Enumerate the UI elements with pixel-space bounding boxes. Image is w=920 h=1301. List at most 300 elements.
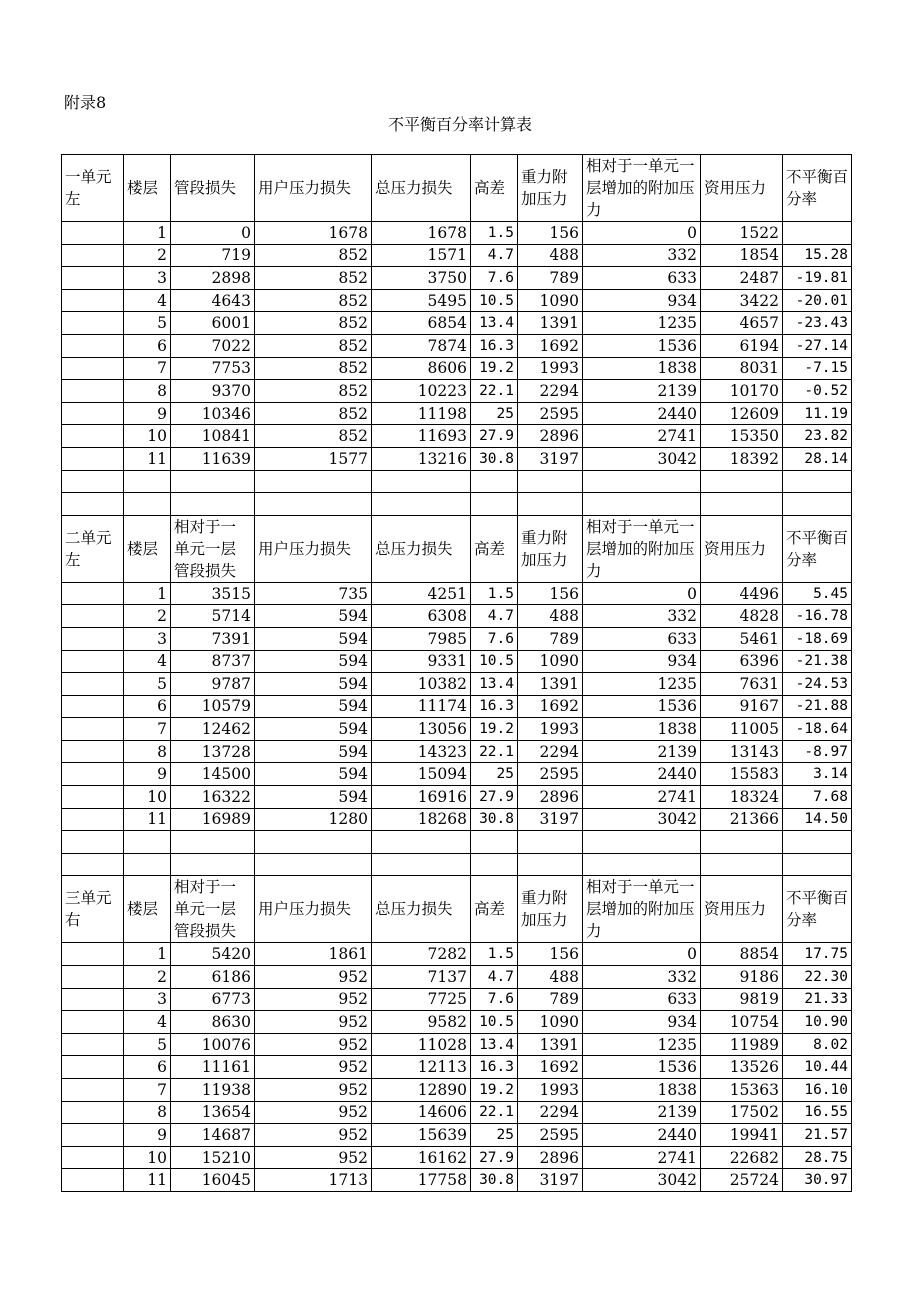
table-cell: 9370 (171, 380, 255, 403)
table-cell: 25 (471, 763, 518, 786)
table-cell: 10.5 (471, 1011, 518, 1034)
table-cell: 10.44 (783, 1056, 852, 1079)
table-cell: 5.45 (783, 582, 852, 605)
empty-cell (518, 831, 583, 854)
empty-cell (471, 831, 518, 854)
table-cell: 1838 (583, 1079, 701, 1102)
table-cell: 2741 (583, 425, 701, 448)
table-cell: 7985 (372, 627, 471, 650)
imbalance-table (61, 154, 852, 1192)
table-cell: -27.14 (783, 334, 852, 357)
table-cell: 21.33 (783, 988, 852, 1011)
table-cell: 14500 (171, 763, 255, 786)
table-cell: 4496 (701, 582, 783, 605)
header-cell: 楼层 (124, 155, 171, 222)
empty-cell (62, 470, 124, 493)
table-cell: 952 (255, 1079, 372, 1102)
table-row (62, 267, 852, 290)
table-cell: 4 (124, 1011, 171, 1034)
table-cell: 19941 (701, 1124, 783, 1147)
table-cell: 2896 (518, 425, 583, 448)
table-cell: 2595 (518, 1124, 583, 1147)
header-cell: 三单元右 (62, 876, 124, 943)
table-cell: 934 (583, 1011, 701, 1034)
table-cell: 7.6 (471, 267, 518, 290)
header-cell: 楼层 (124, 515, 171, 582)
header-cell: 相对于一单元一层增加的附加压力 (583, 515, 701, 582)
table-cell (62, 673, 124, 696)
table-row (62, 763, 852, 786)
table-cell (62, 1079, 124, 1102)
table-cell: 852 (255, 380, 372, 403)
empty-cell (518, 853, 583, 876)
table-cell: 1090 (518, 650, 583, 673)
table-cell: 0 (583, 943, 701, 966)
table-cell: 1391 (518, 312, 583, 335)
table-cell: 952 (255, 966, 372, 989)
empty-cell (62, 493, 124, 516)
table-cell: 9787 (171, 673, 255, 696)
table-row (62, 425, 852, 448)
table-cell: 11639 (171, 447, 255, 470)
table-cell: -23.43 (783, 312, 852, 335)
empty-cell (783, 470, 852, 493)
table-cell: 1993 (518, 1079, 583, 1102)
table-cell: 852 (255, 425, 372, 448)
table-cell: 10.90 (783, 1011, 852, 1034)
empty-cell (701, 470, 783, 493)
table-cell: 1.5 (471, 222, 518, 245)
table-cell: 633 (583, 988, 701, 1011)
table-cell: 1577 (255, 447, 372, 470)
table-cell: 3750 (372, 267, 471, 290)
table-cell: 3 (124, 988, 171, 1011)
table-cell: 594 (255, 763, 372, 786)
table-cell: 8630 (171, 1011, 255, 1034)
table-cell: 11.19 (783, 402, 852, 425)
table-cell: 13728 (171, 740, 255, 763)
table-cell: 633 (583, 267, 701, 290)
table-cell: 18324 (701, 786, 783, 809)
header-cell: 重力附加压力 (518, 155, 583, 222)
table-cell (62, 650, 124, 673)
table-cell: 2 (124, 966, 171, 989)
table-cell: 1678 (255, 222, 372, 245)
empty-cell (255, 470, 372, 493)
table-cell: 852 (255, 289, 372, 312)
table-cell: 10 (124, 786, 171, 809)
table-cell: 30.8 (471, 808, 518, 831)
table-cell: 7.68 (783, 786, 852, 809)
table-row (62, 380, 852, 403)
table-cell: 9331 (372, 650, 471, 673)
table-cell: 21.57 (783, 1124, 852, 1147)
table-cell: 16.55 (783, 1101, 852, 1124)
empty-cell (255, 853, 372, 876)
table-cell: 952 (255, 1146, 372, 1169)
table-cell: 13216 (372, 447, 471, 470)
section-header-row (62, 876, 852, 943)
table-row (62, 988, 852, 1011)
table-cell: 22682 (701, 1146, 783, 1169)
table-cell: 789 (518, 627, 583, 650)
table-cell: 852 (255, 312, 372, 335)
table-cell: 10.5 (471, 650, 518, 673)
table-row (62, 582, 852, 605)
table-cell: 6308 (372, 605, 471, 628)
table-cell: 11005 (701, 718, 783, 741)
table-cell: 15.28 (783, 244, 852, 267)
table-cell: 156 (518, 222, 583, 245)
table-cell: 22.1 (471, 380, 518, 403)
table-cell (62, 582, 124, 605)
table-cell: 2595 (518, 763, 583, 786)
table-cell (62, 1101, 124, 1124)
table-cell: 7137 (372, 966, 471, 989)
table-row (62, 1056, 852, 1079)
table-cell: 17758 (372, 1169, 471, 1192)
table-cell: 7282 (372, 943, 471, 966)
table-cell: 12462 (171, 718, 255, 741)
table-cell: 1838 (583, 718, 701, 741)
table-cell: 1678 (372, 222, 471, 245)
table-cell (62, 312, 124, 335)
table-cell: 1571 (372, 244, 471, 267)
table-cell: 3422 (701, 289, 783, 312)
table-cell: 852 (255, 244, 372, 267)
table-cell: 934 (583, 289, 701, 312)
table-cell (62, 334, 124, 357)
table-cell: 6396 (701, 650, 783, 673)
blank-row (62, 831, 852, 854)
empty-cell (701, 853, 783, 876)
empty-cell (124, 470, 171, 493)
table-cell: 5461 (701, 627, 783, 650)
empty-cell (471, 493, 518, 516)
table-cell: 5 (124, 312, 171, 335)
table-cell: 2440 (583, 1124, 701, 1147)
table-cell: 1692 (518, 334, 583, 357)
table-cell: 934 (583, 650, 701, 673)
table-cell: 4.7 (471, 966, 518, 989)
table-cell: -16.78 (783, 605, 852, 628)
table-cell: 17.75 (783, 943, 852, 966)
table-cell (62, 1033, 124, 1056)
table-cell (62, 627, 124, 650)
table-cell: 9167 (701, 695, 783, 718)
table-cell: 16162 (372, 1146, 471, 1169)
table-cell: 27.9 (471, 1146, 518, 1169)
empty-cell (171, 470, 255, 493)
empty-cell (62, 831, 124, 854)
empty-cell (701, 493, 783, 516)
header-cell: 重力附加压力 (518, 515, 583, 582)
table-cell: 13143 (701, 740, 783, 763)
table-cell: 15583 (701, 763, 783, 786)
table-cell: 16989 (171, 808, 255, 831)
table-cell: 2 (124, 605, 171, 628)
table-cell: 4657 (701, 312, 783, 335)
table-cell: 10170 (701, 380, 783, 403)
table-cell: 7.6 (471, 988, 518, 1011)
table-cell: 0 (171, 222, 255, 245)
table-cell (62, 1146, 124, 1169)
section-header-row (62, 155, 852, 222)
table-cell: 6854 (372, 312, 471, 335)
header-cell: 一单元左 (62, 155, 124, 222)
table-cell: 13654 (171, 1101, 255, 1124)
table-row (62, 222, 852, 245)
table-cell: 488 (518, 605, 583, 628)
table-cell (62, 763, 124, 786)
header-cell: 相对于一单元一层增加的附加压力 (583, 876, 701, 943)
table-cell: 11 (124, 808, 171, 831)
table-cell: 3197 (518, 1169, 583, 1192)
table-cell: 719 (171, 244, 255, 267)
table-cell (62, 605, 124, 628)
table-row (62, 402, 852, 425)
header-cell: 不平衡百分率 (783, 876, 852, 943)
table-cell: 8606 (372, 357, 471, 380)
table-cell: 9 (124, 1124, 171, 1147)
table-row (62, 244, 852, 267)
table-cell: 2294 (518, 380, 583, 403)
table-cell: 10579 (171, 695, 255, 718)
table-cell: 852 (255, 402, 372, 425)
table-cell: 5 (124, 673, 171, 696)
table-cell: 8 (124, 740, 171, 763)
table-cell: 9 (124, 763, 171, 786)
table-cell: 1 (124, 582, 171, 605)
table-cell: 14323 (372, 740, 471, 763)
table-cell (62, 267, 124, 290)
table-cell: 19.2 (471, 718, 518, 741)
empty-cell (124, 493, 171, 516)
empty-cell (701, 831, 783, 854)
table-cell: 7874 (372, 334, 471, 357)
table-cell: 5 (124, 1033, 171, 1056)
table-row (62, 447, 852, 470)
table-row (62, 334, 852, 357)
table-row (62, 1079, 852, 1102)
table-cell: 2741 (583, 786, 701, 809)
header-cell: 相对于一单元一层管段损失 (171, 515, 255, 582)
blank-row (62, 470, 852, 493)
table-cell (62, 380, 124, 403)
table-cell: 5495 (372, 289, 471, 312)
table-cell: 11161 (171, 1056, 255, 1079)
table-cell: 2440 (583, 402, 701, 425)
table-cell: 10382 (372, 673, 471, 696)
empty-cell (372, 470, 471, 493)
table-cell: 2896 (518, 786, 583, 809)
table-cell: 1.5 (471, 582, 518, 605)
table-cell: 11989 (701, 1033, 783, 1056)
empty-cell (583, 470, 701, 493)
table-row (62, 605, 852, 628)
table-cell: 3515 (171, 582, 255, 605)
table-cell: 3042 (583, 1169, 701, 1192)
table-cell: 2896 (518, 1146, 583, 1169)
table-cell: 16.3 (471, 334, 518, 357)
table-row (62, 1101, 852, 1124)
table-cell: 1838 (583, 357, 701, 380)
table-cell: 952 (255, 1033, 372, 1056)
table-cell: 13.4 (471, 673, 518, 696)
table-cell: 5420 (171, 943, 255, 966)
table-cell: 1692 (518, 1056, 583, 1079)
empty-cell (471, 853, 518, 876)
table-cell (62, 222, 124, 245)
header-cell: 总压力损失 (372, 515, 471, 582)
table-row (62, 1033, 852, 1056)
table-row (62, 808, 852, 831)
table-cell: 735 (255, 582, 372, 605)
empty-cell (583, 493, 701, 516)
table-row (62, 289, 852, 312)
table-cell: 2595 (518, 402, 583, 425)
table-cell: 4 (124, 650, 171, 673)
empty-cell (255, 493, 372, 516)
table-cell: 11693 (372, 425, 471, 448)
table-cell: 7391 (171, 627, 255, 650)
table-cell: 2898 (171, 267, 255, 290)
table-cell: 10 (124, 1146, 171, 1169)
table-cell: 21366 (701, 808, 783, 831)
table-cell: 25724 (701, 1169, 783, 1192)
table-cell (62, 988, 124, 1011)
empty-cell (583, 853, 701, 876)
table-cell: 6 (124, 1056, 171, 1079)
table-cell: 30.8 (471, 447, 518, 470)
table-cell: 8 (124, 1101, 171, 1124)
table-cell: 15639 (372, 1124, 471, 1147)
header-cell: 楼层 (124, 876, 171, 943)
table-cell: -0.52 (783, 380, 852, 403)
table-cell: 27.9 (471, 786, 518, 809)
table-row (62, 673, 852, 696)
table-cell: 4 (124, 289, 171, 312)
page-title: 不平衡百分率计算表 (387, 115, 532, 134)
table-cell: 15350 (701, 425, 783, 448)
table-cell: 30.97 (783, 1169, 852, 1192)
empty-cell (255, 831, 372, 854)
table-cell (62, 402, 124, 425)
empty-cell (372, 831, 471, 854)
empty-cell (62, 853, 124, 876)
table-cell: -18.69 (783, 627, 852, 650)
table-cell: 2440 (583, 763, 701, 786)
table-cell: 3 (124, 267, 171, 290)
table-cell: 4828 (701, 605, 783, 628)
table-cell: 2139 (583, 740, 701, 763)
table-cell (62, 244, 124, 267)
table-cell: 1993 (518, 718, 583, 741)
header-cell: 不平衡百分率 (783, 515, 852, 582)
header-cell: 用户压力损失 (255, 876, 372, 943)
table-cell: 9582 (372, 1011, 471, 1034)
table-cell: 952 (255, 1101, 372, 1124)
table-cell: 594 (255, 627, 372, 650)
table-cell: 19.2 (471, 1079, 518, 1102)
table-row (62, 357, 852, 380)
empty-cell (518, 493, 583, 516)
empty-cell (171, 831, 255, 854)
table-cell: 7 (124, 1079, 171, 1102)
table-cell: 13.4 (471, 1033, 518, 1056)
table-cell: 332 (583, 966, 701, 989)
table-row (62, 650, 852, 673)
table-cell: 7 (124, 357, 171, 380)
table-cell: 156 (518, 582, 583, 605)
table-cell: 1713 (255, 1169, 372, 1192)
empty-cell (471, 470, 518, 493)
table-cell: 952 (255, 988, 372, 1011)
table-cell (62, 447, 124, 470)
table-cell: 12890 (372, 1079, 471, 1102)
header-cell: 资用压力 (701, 155, 783, 222)
table-cell: 1090 (518, 1011, 583, 1034)
header-cell: 重力附加压力 (518, 876, 583, 943)
section-header-row (62, 515, 852, 582)
table-cell: 10 (124, 425, 171, 448)
empty-cell (783, 853, 852, 876)
table-cell (62, 786, 124, 809)
table-cell: -8.97 (783, 740, 852, 763)
table-cell: 4251 (372, 582, 471, 605)
table-cell: 1090 (518, 289, 583, 312)
table-cell: 9 (124, 402, 171, 425)
table-cell: 12113 (372, 1056, 471, 1079)
header-cell: 资用压力 (701, 515, 783, 582)
table-cell: 1522 (701, 222, 783, 245)
table-cell: 15363 (701, 1079, 783, 1102)
table-cell: 1235 (583, 673, 701, 696)
table-cell: 10346 (171, 402, 255, 425)
table-cell: 488 (518, 244, 583, 267)
table-cell: 25 (471, 1124, 518, 1147)
header-cell: 高差 (471, 876, 518, 943)
table-row (62, 695, 852, 718)
table-cell: 1536 (583, 1056, 701, 1079)
table-cell: -7.15 (783, 357, 852, 380)
table-cell: 8 (124, 380, 171, 403)
table-cell: 7725 (372, 988, 471, 1011)
table-cell: 11028 (372, 1033, 471, 1056)
table-cell: 28.75 (783, 1146, 852, 1169)
table-cell: 12609 (701, 402, 783, 425)
table-cell: 952 (255, 1124, 372, 1147)
table-cell: 13.4 (471, 312, 518, 335)
table-cell: 6 (124, 334, 171, 357)
table-cell: 2139 (583, 380, 701, 403)
table-cell: 1536 (583, 334, 701, 357)
table-cell: 2294 (518, 1101, 583, 1124)
table-cell: 789 (518, 988, 583, 1011)
table-cell: 4.7 (471, 605, 518, 628)
table-cell: 1536 (583, 695, 701, 718)
table-cell: 1 (124, 222, 171, 245)
header-cell: 相对于一单元一层增加的附加压力 (583, 155, 701, 222)
table-cell: 852 (255, 267, 372, 290)
table-cell: -18.64 (783, 718, 852, 741)
table-cell: 594 (255, 650, 372, 673)
table-cell: 19.2 (471, 357, 518, 380)
table-cell: 10076 (171, 1033, 255, 1056)
table-cell: 1235 (583, 1033, 701, 1056)
table-cell: 633 (583, 627, 701, 650)
appendix-label: 附录8 (64, 93, 107, 112)
